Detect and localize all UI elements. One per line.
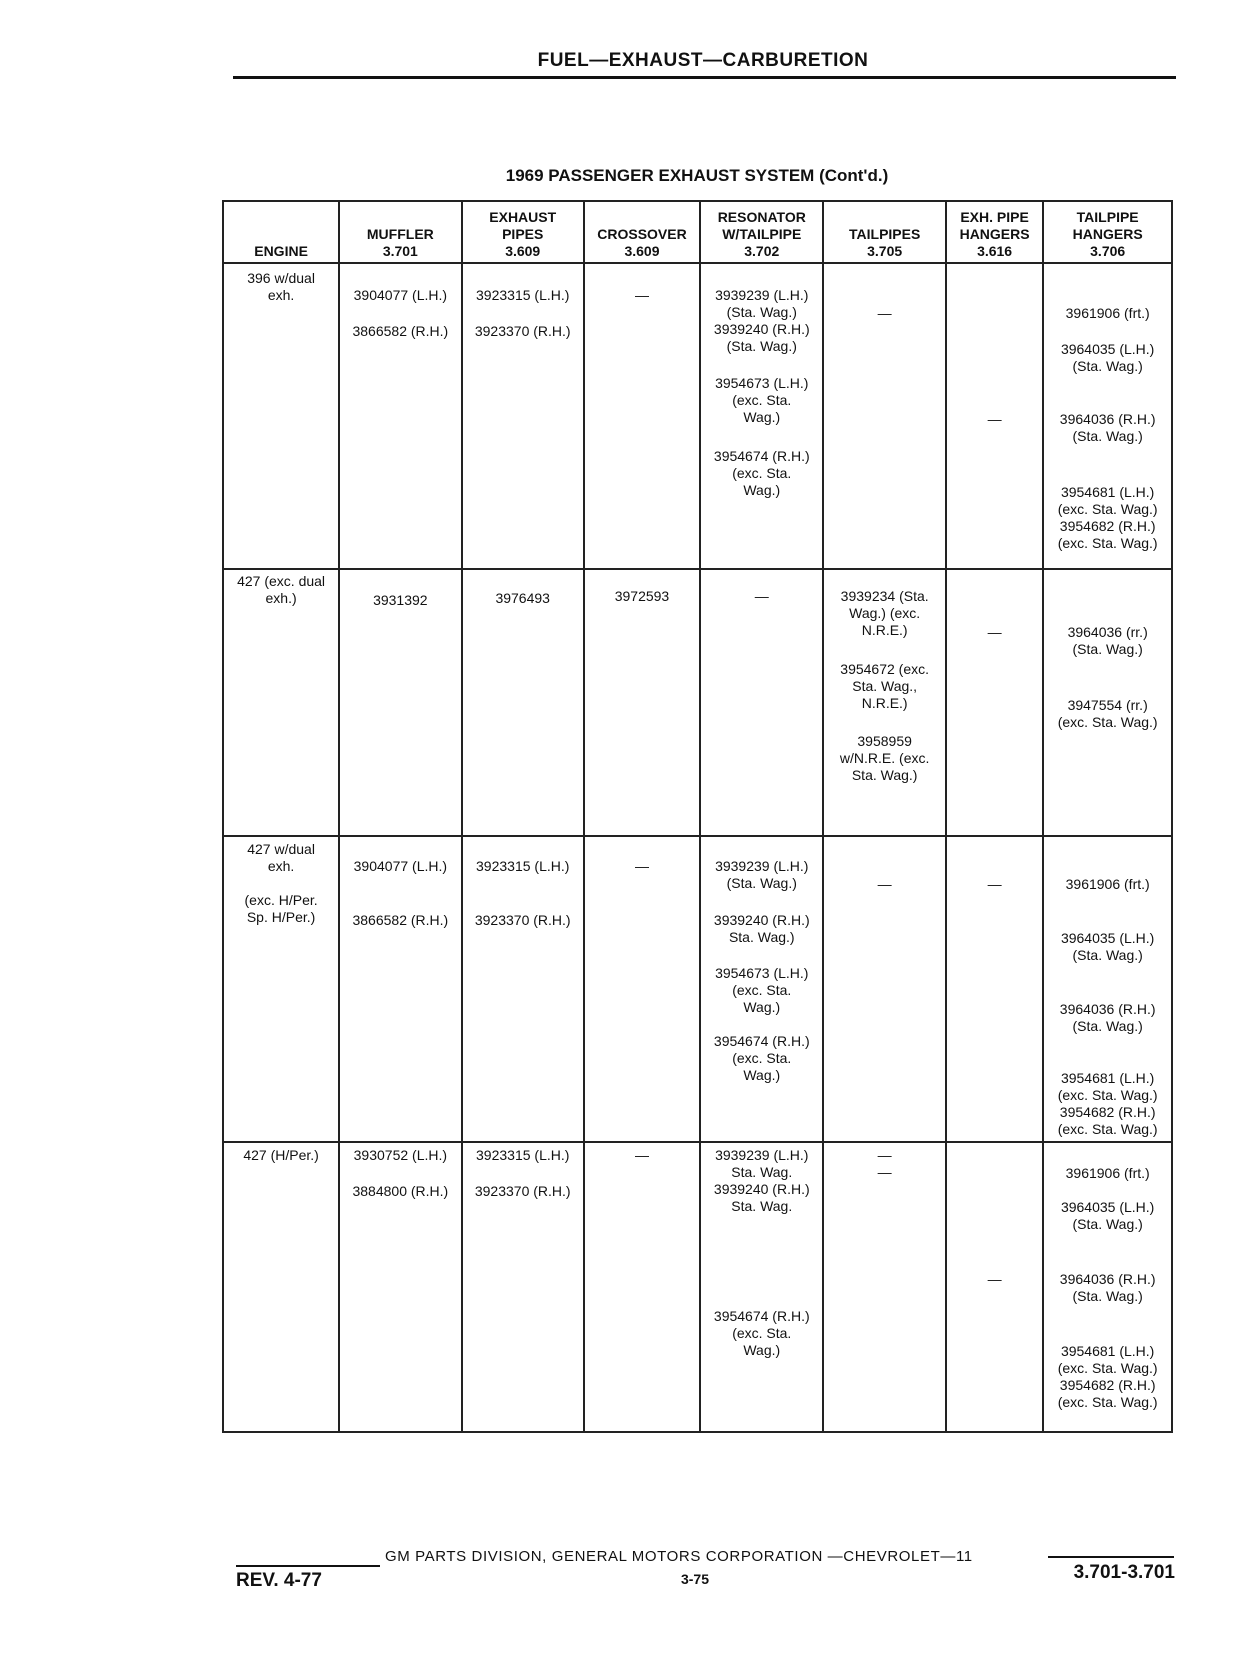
exh-pipe-hanger-part: — (987, 624, 1002, 640)
tailpipe-hangers-cell (1043, 569, 1172, 836)
muffler-cell (339, 263, 461, 569)
resonator-part: 3954674 (R.H.) (exc. Sta. Wag.) (713, 1308, 810, 1358)
tailpipe-hanger-part: 3964036 (R.H.) (Sta. Wag.) (1059, 1271, 1156, 1304)
crossover-cell (584, 1142, 700, 1432)
muffler-part: 3931392 (373, 592, 428, 608)
crossover-part: — (634, 858, 649, 874)
tailpipe-hanger-part: 3964036 (rr.) (Sta. Wag.) (1067, 624, 1148, 657)
muffler-cell (339, 1142, 461, 1432)
header-rule (233, 76, 1176, 79)
table-row (223, 263, 1172, 569)
exh-pipe-hanger-part: — (987, 876, 1002, 892)
col-header-tailpipes: TAILPIPES 3.705 (823, 201, 945, 263)
engine-cell (223, 836, 339, 1142)
tailpipe-hanger-part: 3961906 (frt.) (1065, 305, 1150, 321)
exhaust-parts-table (222, 200, 1173, 1433)
footer-rule-left (236, 1565, 380, 1567)
resonator-part: 3939239 (L.H.) (Sta. Wag.) (715, 858, 809, 891)
tailpipe-hanger-part: 3964035 (L.H.) (Sta. Wag.) (1060, 930, 1155, 963)
crossover-cell (584, 263, 700, 569)
col-header-crossover: CROSSOVER 3.609 (584, 201, 700, 263)
exh-pipe-hangers-cell (946, 263, 1043, 569)
footer-revision: REV. 4-77 (236, 1570, 322, 1591)
footer-section-range: 3.701-3.701 (1073, 1562, 1175, 1583)
tailpipe-hangers-cell (1043, 1142, 1172, 1432)
tailpipe-part: 3939234 (Sta. Wag.) (exc. N.R.E.) (840, 588, 929, 638)
tailpipe-hanger-part: 3964035 (L.H.) (Sta. Wag.) (1060, 341, 1155, 374)
tailpipes-cell (823, 569, 945, 836)
tailpipe-hangers-cell (1043, 836, 1172, 1142)
tailpipe-hanger-part: 3961906 (frt.) (1065, 876, 1150, 892)
exh-pipe-hangers-cell (946, 836, 1043, 1142)
engine-cell (223, 1142, 339, 1432)
tailpipes-cell (823, 836, 945, 1142)
tailpipe-hanger-part: 3964036 (R.H.) (Sta. Wag.) (1059, 1001, 1156, 1034)
table-title: 1969 PASSENGER EXHAUST SYSTEM (Cont'd.) (505, 166, 889, 185)
tailpipe-hanger-part: 3954681 (L.H.) (exc. Sta. Wag.) 3954682 (R.H.) (exc. Sta. Wag.) (1057, 484, 1158, 551)
muffler-cell (339, 836, 461, 1142)
tailpipe-part: 3954672 (exc. Sta. Wag., N.R.E.) (840, 661, 930, 711)
engine-label: 427 (exc. dual exh.) (237, 573, 326, 606)
tailpipes-cell (823, 1142, 945, 1432)
resonator-cell (700, 836, 823, 1142)
exhaust-pipe-part: 3923370 (R.H.) (474, 912, 571, 928)
crossover-part: 3972593 (614, 588, 670, 604)
table-row (223, 569, 1172, 836)
muffler-part: 3904077 (L.H.) (353, 858, 448, 874)
tailpipe-part: — — (877, 1147, 892, 1180)
tailpipe-hanger-part: 3961906 (frt.) (1065, 1165, 1150, 1181)
resonator-part: 3954673 (L.H.) (exc. Sta. Wag.) (715, 375, 809, 425)
muffler-part: 3930752 (L.H.) (353, 1147, 448, 1163)
resonator-cell (700, 569, 823, 836)
resonator-part: — (754, 588, 769, 604)
resonator-part: 3954674 (R.H.) (exc. Sta. Wag.) (713, 448, 810, 498)
muffler-part: 3866582 (R.H.) (352, 323, 449, 339)
engine-label: 396 w/dual exh. (247, 270, 315, 303)
col-header-exh-pipe-hangers: EXH. PIPE HANGERS 3.616 (946, 201, 1043, 263)
muffler-part: 3884800 (R.H.) (352, 1183, 449, 1199)
muffler-part: 3904077 (L.H.) (353, 287, 448, 303)
tailpipe-part: 3958959 w/N.R.E. (exc. Sta. Wag.) (839, 733, 930, 783)
col-header-tailpipe-hangers: TAILPIPE HANGERS 3.706 (1043, 201, 1172, 263)
exhaust-pipes-cell (462, 836, 584, 1142)
exhaust-pipe-part: 3923315 (L.H.) (476, 287, 570, 303)
table-row (223, 836, 1172, 1142)
tailpipe-hanger-part: 3964035 (L.H.) (Sta. Wag.) (1060, 1199, 1155, 1232)
tailpipe-part: — (877, 876, 892, 892)
exhaust-pipe-part: 3923370 (R.H.) (474, 1183, 571, 1199)
exh-pipe-hangers-cell (946, 569, 1043, 836)
exhaust-pipes-cell (462, 263, 584, 569)
table-row (223, 1142, 1172, 1432)
page-header-title: FUEL—EXHAUST—CARBURETION (537, 50, 869, 71)
crossover-part: — (634, 287, 649, 303)
exhaust-pipe-part: 3923315 (L.H.) (476, 1147, 570, 1163)
tailpipes-cell (823, 263, 945, 569)
muffler-cell (339, 569, 461, 836)
exhaust-pipe-part: 3923315 (L.H.) (476, 858, 570, 874)
col-header-exhaust-pipes: EXHAUST PIPES 3.609 (462, 201, 584, 263)
resonator-part: 3939239 (L.H.) (Sta. Wag.) 3939240 (R.H.) (Sta. Wag.) (713, 287, 810, 354)
exh-pipe-hanger-part: — (987, 1271, 1002, 1287)
crossover-part: — (634, 1147, 649, 1163)
resonator-cell (700, 1142, 823, 1432)
table-header-row (223, 201, 1172, 263)
exhaust-pipes-cell (462, 1142, 584, 1432)
tailpipe-hanger-part: 3964036 (R.H.) (Sta. Wag.) (1059, 411, 1156, 444)
muffler-part: 3866582 (R.H.) (352, 912, 449, 928)
resonator-part: 3939239 (L.H.) Sta. Wag. 3939240 (R.H.) Sta. Wag. (713, 1147, 810, 1214)
crossover-cell (584, 836, 700, 1142)
footer-page-number: 3-75 (680, 1571, 710, 1587)
resonator-cell (700, 263, 823, 569)
exh-pipe-hanger-part: — (987, 411, 1002, 427)
tailpipe-hanger-part: 3954681 (L.H.) (exc. Sta. Wag.) 3954682 (R.H.) (exc. Sta. Wag.) (1057, 1070, 1158, 1137)
resonator-part: 3954673 (L.H.) (exc. Sta. Wag.) (715, 965, 809, 1015)
col-header-muffler: MUFFLER 3.701 (339, 201, 461, 263)
engine-label: 427 (H/Per.) (243, 1147, 319, 1163)
footer-rule-right (1048, 1556, 1174, 1558)
exhaust-pipe-part: 3923370 (R.H.) (474, 323, 571, 339)
engine-cell (223, 569, 339, 836)
tailpipe-hangers-cell (1043, 263, 1172, 569)
exh-pipe-hangers-cell (946, 1142, 1043, 1432)
col-header-resonator: RESONATOR W/TAILPIPE 3.702 (700, 201, 823, 263)
tailpipe-hanger-part: 3954681 (L.H.) (exc. Sta. Wag.) 3954682 (R.H.) (exc. Sta. Wag.) (1057, 1343, 1158, 1410)
footer-company: GM PARTS DIVISION, GENERAL MOTORS CORPORATION —CHEVROLET—11 (385, 1548, 973, 1565)
tailpipe-hanger-part: 3947554 (rr.) (exc. Sta. Wag.) (1057, 697, 1158, 730)
engine-cell (223, 263, 339, 569)
engine-label: 427 w/dual exh. (exc. H/Per. Sp. H/Per.) (244, 841, 318, 925)
col-header-engine: ENGINE (223, 201, 339, 263)
exhaust-pipes-cell (462, 569, 584, 836)
crossover-cell (584, 569, 700, 836)
resonator-part: 3954674 (R.H.) (exc. Sta. Wag.) (713, 1033, 810, 1083)
exhaust-pipe-part: 3976493 (495, 590, 550, 606)
tailpipe-part: — (877, 305, 892, 321)
resonator-part: 3939240 (R.H.) Sta. Wag.) (713, 912, 810, 945)
